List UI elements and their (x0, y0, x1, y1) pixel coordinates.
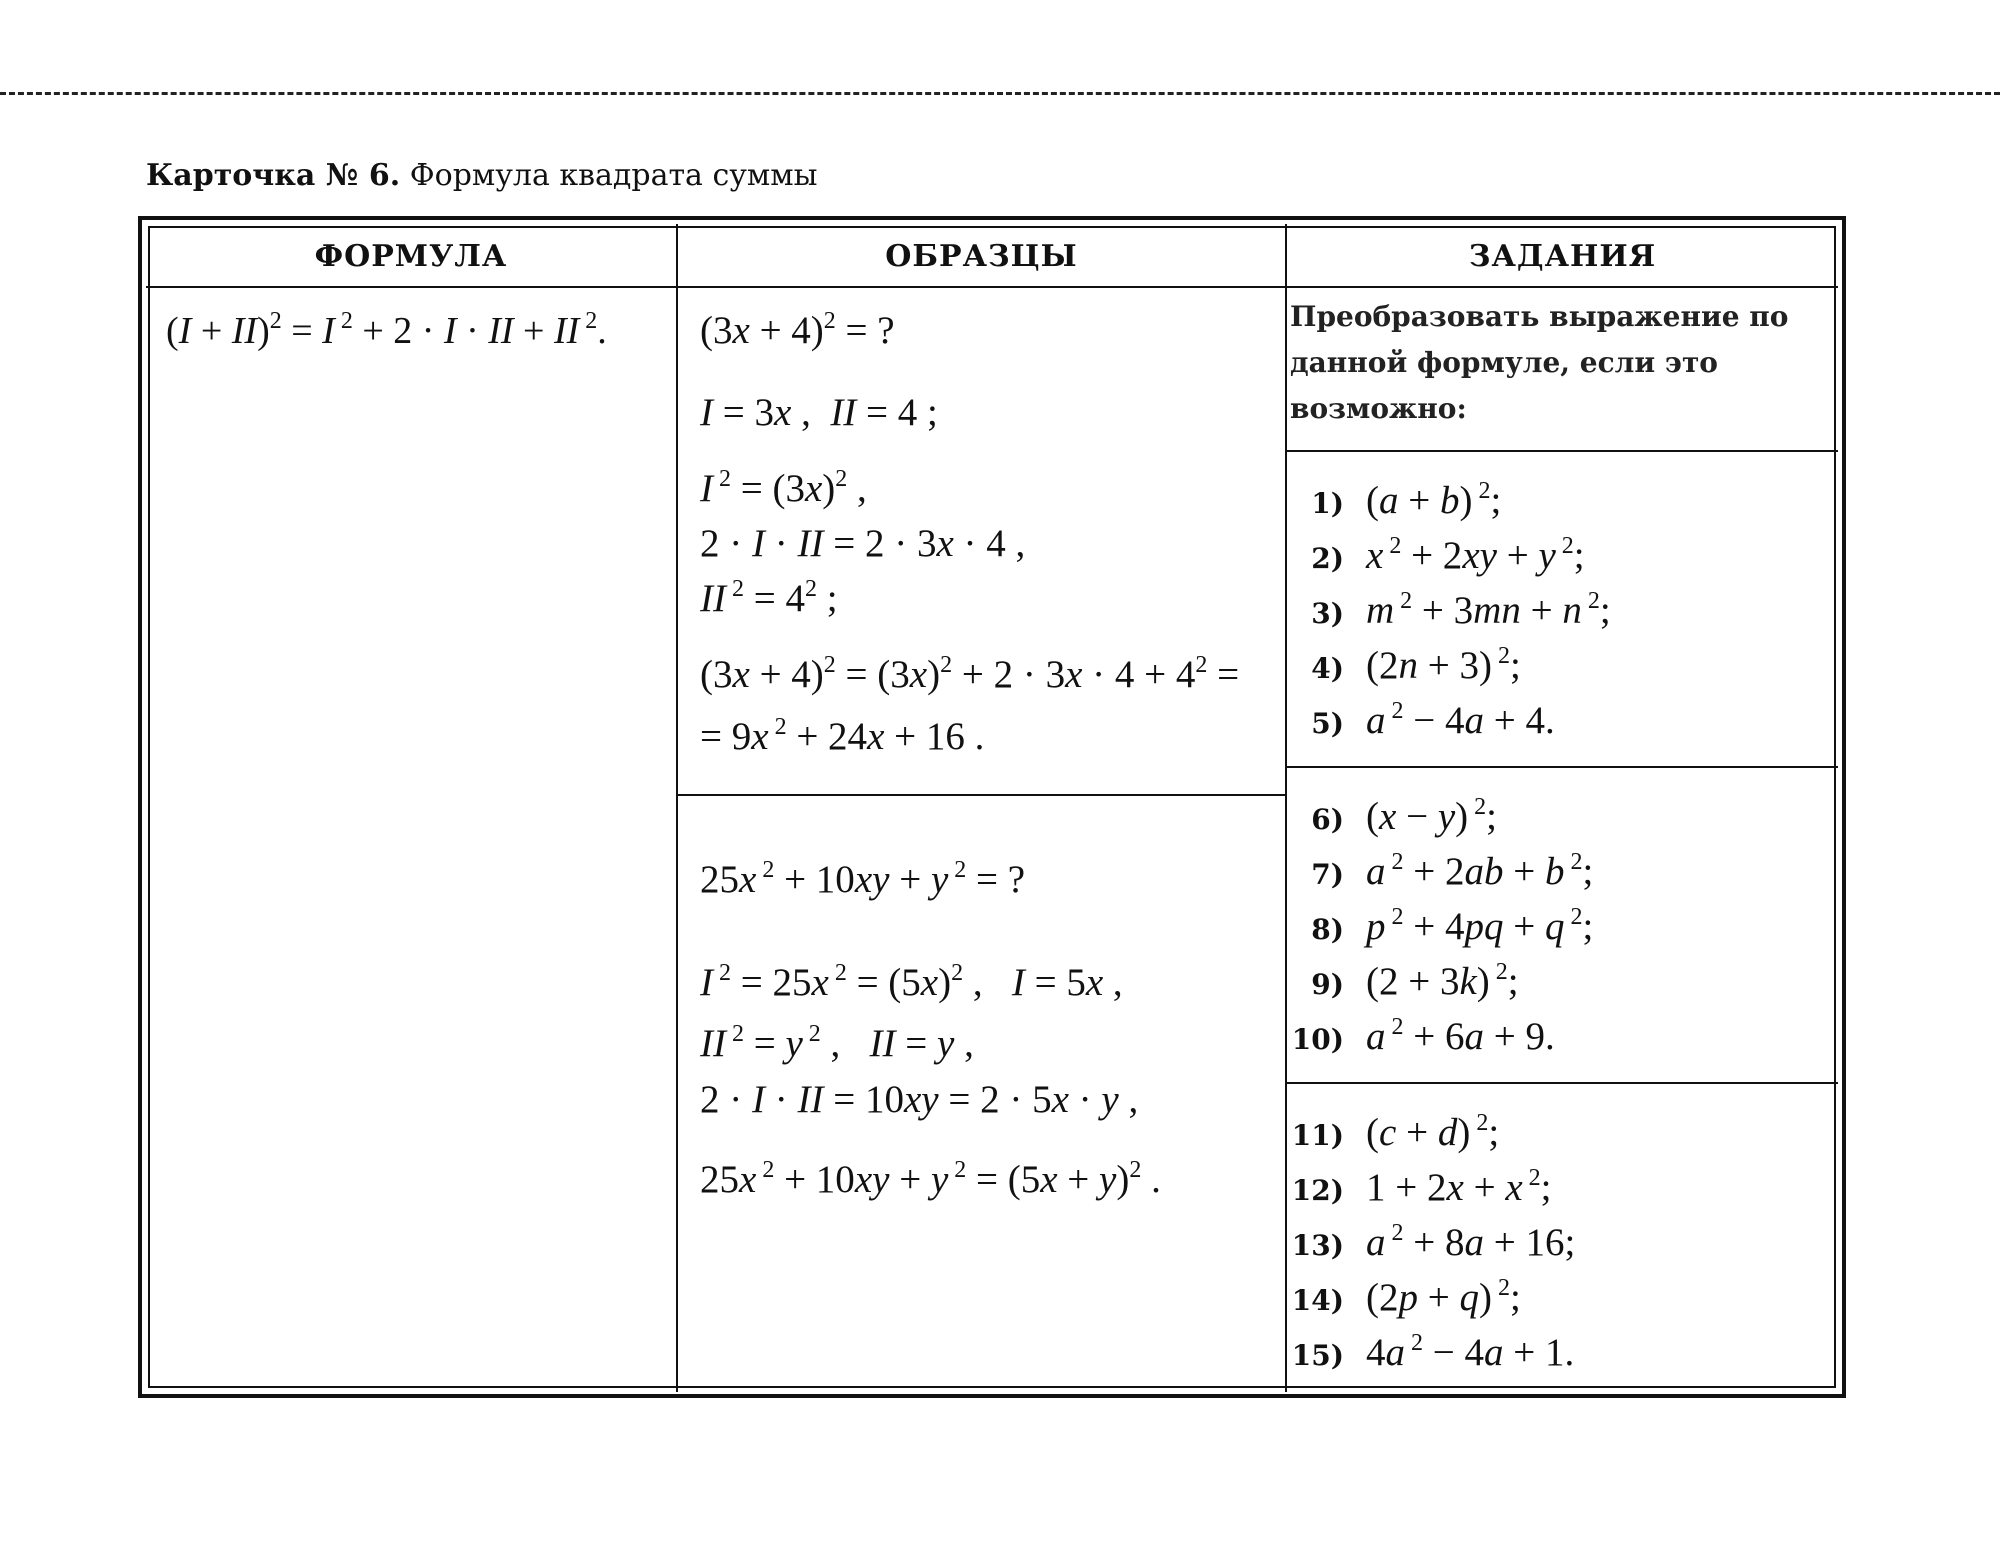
task-number: 14) (1291, 1284, 1344, 1317)
task-number: 1) (1311, 487, 1344, 520)
tasks-divider-1 (1285, 450, 1838, 452)
sample1-question: $(3x + 4)^2$ = ? (700, 308, 895, 352)
sample1-line2: 2 · I · II = 2 · 3x · 4 , (700, 522, 1026, 565)
task-item (1288, 533, 1585, 582)
main-formula: (I + II)$^2$ = I $^2$ + 2 · I · II + II $^2$. (166, 308, 607, 352)
task-number: 11) (1291, 1119, 1344, 1152)
task-expression: m $^2$ + 3mn + n $^2$; (1366, 588, 1611, 632)
sample1-result1: $(3x + 4)^2 = (3x)^2 + 2 \cdot 3x \cdot 4 + 4^2$ = (700, 652, 1240, 696)
task-item (1288, 643, 1521, 692)
task-item (1288, 1165, 1551, 1214)
task-number: 5) (1311, 707, 1344, 740)
task-expression: a $^2$ + 8a + 16; (1366, 1220, 1576, 1264)
sample2-line3: 2 · I · II = 10xy = 2 · 5x · y , (700, 1078, 1139, 1121)
task-number: 2) (1311, 542, 1344, 575)
task-item (1288, 698, 1555, 747)
task-number: 7) (1311, 858, 1344, 891)
sample1-line3: II $^2 = 4^2$ ; (700, 576, 838, 620)
task-number: 12) (1291, 1174, 1344, 1207)
card-number: Карточка № 6. (146, 158, 401, 193)
column-divider-2 (1285, 224, 1287, 1392)
task-number: 6) (1311, 803, 1344, 836)
card-title (146, 156, 817, 196)
sample1-parts: I = 3x , II = 4 ; (700, 391, 938, 434)
task-expression: x $^2$ + 2xy + y $^2$; (1366, 533, 1585, 577)
task-expression: 1 + 2x + x $^2$; (1366, 1165, 1552, 1209)
task-number: 10) (1291, 1023, 1344, 1056)
task-expression: (2p + q) $^2$; (1366, 1275, 1521, 1319)
task-number: 8) (1311, 913, 1344, 946)
task-number: 3) (1311, 597, 1344, 630)
task-expression: a $^2$ + 2ab + b $^2$; (1366, 849, 1594, 893)
column-divider-1 (676, 224, 678, 1392)
task-item (1288, 794, 1497, 843)
sample2-result: 25x $^2$ + 10xy + y $^2 = (5x + y)^2$ . (700, 1157, 1161, 1201)
task-expression: (2n + 3) $^2$; (1366, 643, 1521, 687)
task-expression: (a + b) $^2$; (1366, 478, 1502, 522)
task-item (1288, 849, 1593, 898)
task-expression: a $^2$ − 4a + 4. (1366, 698, 1555, 742)
task-expression: a $^2$ + 6a + 9. (1366, 1014, 1555, 1058)
cut-line (0, 92, 2000, 95)
task-expression: p $^2$ + 4pq + q $^2$; (1366, 904, 1594, 948)
tasks-intro: Преобразовать выражение по данной формуле, если это возможно: (1290, 300, 1789, 425)
task-number: 13) (1291, 1229, 1344, 1262)
sample1-result2: = 9x $^2$ + 24x + 16 . (700, 714, 985, 758)
samples-divider (676, 794, 1285, 796)
task-item (1288, 1220, 1575, 1269)
header-samples: ОБРАЗЦЫ (885, 238, 1078, 274)
task-item (1288, 478, 1501, 527)
task-item (1288, 1110, 1499, 1159)
header-formula: ФОРМУЛА (314, 238, 508, 274)
task-expression: (2 + 3k) $^2$; (1366, 959, 1519, 1003)
card-topic: Формула квадрата суммы (409, 158, 818, 193)
task-expression: (c + d) $^2$; (1366, 1110, 1500, 1154)
header-tasks: ЗАДАНИЯ (1468, 238, 1657, 274)
sample2-line1: I $^2$ = 25x $^2 = (5x)^2$ , I = 5x , (700, 960, 1123, 1004)
task-expression: (x − y) $^2$; (1366, 794, 1497, 838)
sample2-question: 25x $^2$ + 10xy + y $^2$ = ? (700, 857, 1026, 901)
task-number: 9) (1311, 968, 1344, 1001)
task-item (1288, 1330, 1574, 1379)
sample1-line1: I $^2 = (3x)^2$ , (700, 466, 867, 510)
task-number: 15) (1291, 1339, 1344, 1372)
tasks-divider-2 (1285, 766, 1838, 768)
task-expression: 4a $^2$ − 4a + 1. (1366, 1330, 1575, 1374)
sample2-line2: II $^2$ = y $^2$ , II = y , (700, 1021, 974, 1065)
task-item (1288, 959, 1519, 1008)
task-item (1288, 904, 1593, 953)
task-number: 4) (1311, 652, 1344, 685)
task-item (1288, 588, 1611, 637)
task-item (1288, 1275, 1521, 1324)
tasks-divider-3 (1285, 1082, 1838, 1084)
task-item (1288, 1014, 1555, 1063)
